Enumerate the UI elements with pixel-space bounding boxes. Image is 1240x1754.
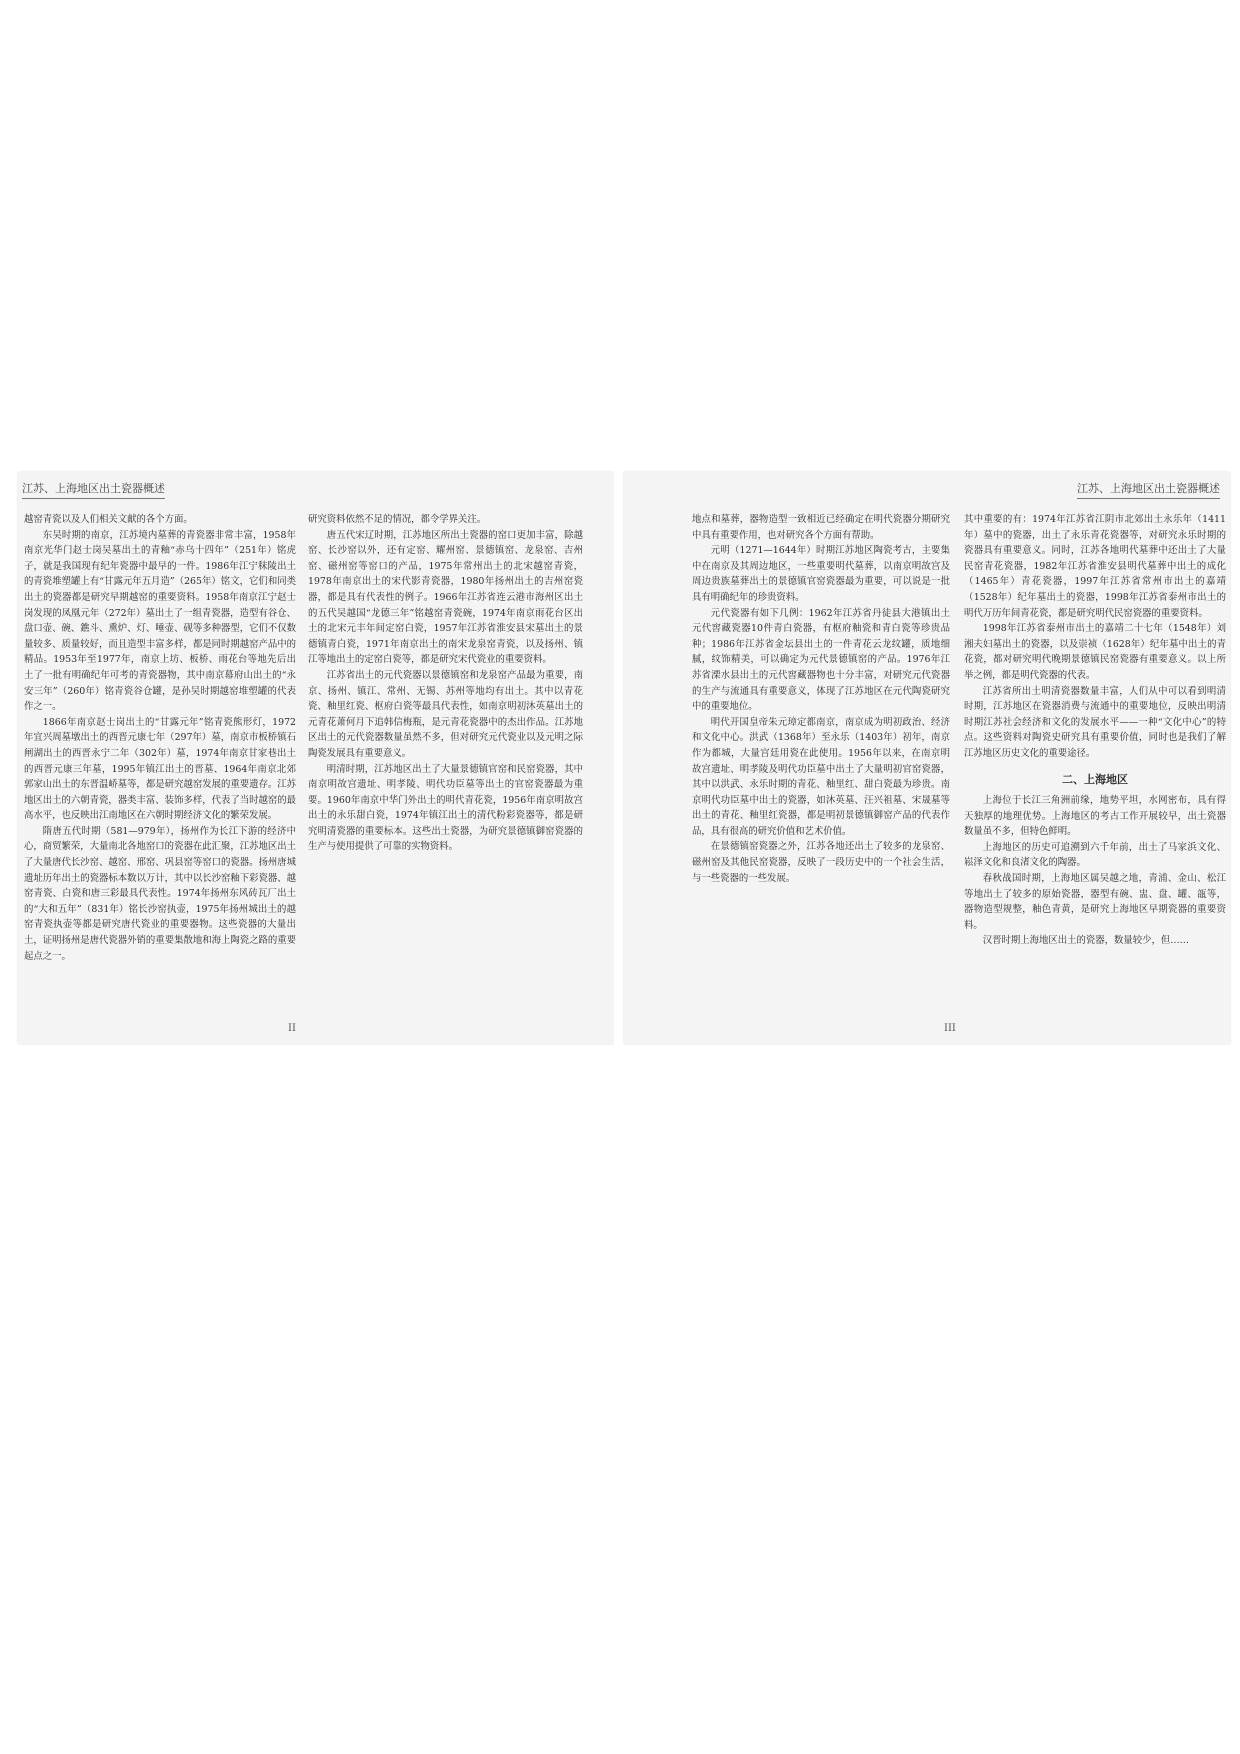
page-number-left: II: [288, 1023, 296, 1034]
right-page: [624, 472, 1230, 1044]
paragraph: 越窑青瓷以及人们相关文献的各个方面。: [24, 514, 193, 525]
left-page-column-1: [24, 512, 296, 1012]
paragraph: 唐五代宋辽时期，江苏地区所出土瓷器的窑口更加丰富，除越窑、长沙窑以外，还有定窑、耀州窑、景德镇窑、龙泉窑、吉州窑、磁州窑等窑口的产品，1975年常州出土的北宋越窑青瓷，1978年南京出土的宋代影青瓷器，1980年扬州出土的吉州窑瓷器，都是具有代表性的例子。1966年江苏省连云港市海州区出土的五代吴越国“龙德三年”铭越窑青瓷碗，1974年南京雨花台区出土的北宋元丰年间定窑白瓷，1957年江苏省淮安县宋墓出土的景德镇青白瓷，1971年南京出土的南宋龙泉窑青瓷，以及扬州、镇江等地出土的定窑白瓷等，都是研究宋代瓷业的重要资料。: [308, 529, 583, 666]
paragraph: 春秋战国时期，上海地区属吴越之地，青浦、金山、松江等地出土了较多的原始瓷器，器型有碗、盅、盘、罐、瓿等，器物造型规整，釉色青黄，是研究上海地区早期瓷器的重要资料。: [964, 873, 1226, 931]
book-gutter: [614, 472, 624, 1044]
right-page-column-1: [692, 512, 950, 1012]
paragraph: 东吴时期的南京，江苏境内墓葬的青瓷器非常丰富，1958年南京光华门赵士岗吴墓出土的青釉“赤乌十四年”（251年）铭虎子，就是我国现有纪年瓷器中最早的一件。1986年江宁秣陵出土的青瓷堆塑罐上有“甘露元年五月造”（265年）铭文，它们和同类出土的瓷器都是研究早期越窑的重要资料。1958年南京江宁赵士岗发现的凤凰元年（272年）墓出土了一组青瓷器，造型有谷仓、盘口壶、碗、鐎斗、熏炉、灯、唾壶、砚等多种器型，它们不仅数量较多、质量较好，而且造型丰富多样，都是同时期越窑产品中的精品。1953年至1977年，南京上坊、板桥、雨花台等地先后出土了一批有明确纪年可考的青瓷器物，其中南京幕府山出土的“永安三年”（260年）铭青瓷谷仓罐，是孙吴时期越窑堆塑罐的代表作之一。: [24, 529, 296, 713]
page-number-right: III: [944, 1023, 956, 1034]
paragraph: 明代开国皇帝朱元璋定都南京，南京成为明初政治、经济和文化中心。洪武（1368年）至永乐（1403年）初年，南京作为都城，大量宫廷用瓷在此使用。1956年以来，在南京明故宫遗址、明孝陵及明代功臣墓中出土了大量明初官窑瓷器，其中以洪武、永乐时期的青花、釉里红、甜白瓷最为珍贵。南京明代功臣墓中出土的瓷器，如沐英墓、汪兴祖墓、宋晟墓等出土的青花、釉里红瓷器，都是明初景德镇御窑产品的代表作品，具有很高的研究价值和艺术价值。: [692, 716, 950, 837]
section-heading: 二、上海地区: [1062, 772, 1128, 786]
left-page-column-2: [308, 512, 583, 1012]
paragraph: 上海地区的历史可追溯到六千年前，出土了马家浜文化、崧泽文化和良渚文化的陶器。: [964, 841, 1226, 869]
paragraph: 隋唐五代时期（581—979年），扬州作为长江下游的经济中心，商贸繁荣，大量南北各地窑口的瓷器在此汇聚，江苏地区出土了大量唐代长沙窑、越窑、邢窑、巩县窑等窑口的瓷器。扬州唐城遗址历年出土的瓷器标本数以万计，其中以长沙窑釉下彩瓷器、越窑青瓷、白瓷和唐三彩最具代表性。1974年扬州东风砖瓦厂出土的“大和五年”（831年）铭长沙窑执壶，1975年扬州城出土的越窑青瓷执壶等都是研究唐代瓷业的重要器物。这些瓷器的大量出土，证明扬州是唐代瓷器外销的重要集散地和海上陶瓷之路的重要起点之一。: [24, 825, 296, 962]
left-page: [18, 472, 614, 1044]
paragraph: 明清时期，江苏地区出土了大量景德镇官窑和民窑瓷器，其中南京明故宫遗址、明孝陵、明代功臣墓等出土的官窑瓷器最为重要。1960年南京中华门外出土的明代青花瓷，1956年南京明故宫出土的永乐甜白瓷，1974年镇江出土的清代粉彩瓷器等，都是研究明清瓷器的重要标本。这些出土瓷器，为研究景德镇御窑瓷器的生产与使用提供了可靠的实物资料。: [308, 763, 583, 853]
running-header-right: 江苏、上海地区出土瓷器概述: [1077, 480, 1220, 499]
paragraph: 元明（1271—1644年）时期江苏地区陶瓷考古，主要集中在南京及其周边地区，一些重要明代墓葬，以南京明故宫及周边贵族墓葬出土的景德镇官窑瓷器最为重要，可以说是一批具有明确纪年的珍贵资料。: [692, 545, 950, 603]
running-header-left: 江苏、上海地区出土瓷器概述: [22, 480, 165, 499]
paragraph: 元代瓷器有如下几例：1962年江苏省丹徒县大港镇出土元代窖藏瓷器10件青白瓷器，有枢府釉瓷和青白瓷等珍贵品种；1986年江苏省金坛县出土的一件青花云龙纹罐，质地细腻，纹饰精美，可以确定为元代景德镇窑的产品。1976年江苏省溧水县出土的元代窖藏器物也十分丰富，对研究元代瓷器的生产与流通具有重要意义，体现了江苏地区在元代陶瓷研究中的重要地位。: [692, 607, 950, 713]
book-spread: [18, 472, 1230, 1044]
paragraph: 地点和墓葬，器物造型一致相近已经确定在明代瓷器分期研究中具有重要作用，也对研究各个方面有帮助。: [692, 514, 950, 541]
paragraph: 其中重要的有：1974年江苏省江阴市北郊出土永乐年（1411年）墓中的瓷器，出土了永乐青花瓷器等，对研究永乐时期的瓷器具有重要意义。同时，江苏各地明代墓葬中还出土了大量民窑青花瓷器，1982年江苏省淮安县明代墓葬中出土的成化（1465年）青花瓷器，1997年江苏省常州市出土的嘉靖（1528年）纪年墓出土的瓷器，1998年江苏省泰州市出土的明代万历年间青花瓷，都是研究明代民窑瓷器的重要资料。: [964, 514, 1226, 619]
right-page-column-2: [964, 512, 1226, 1012]
paragraph: 研究资料依然不足的情况，都令学界关注。: [308, 514, 487, 525]
paragraph: 汉晋时期上海地区出土的瓷器，数量较少，但……: [982, 935, 1190, 947]
paragraph: 1998年江苏省泰州市出土的嘉靖二十七年（1548年）刘湘夫妇墓出土的瓷器，以及崇祯（1628年）纪年墓中出土的青花瓷，都对研究明代晚期景德镇民窑瓷器有重要意义。以上所举之例，都是明代瓷器的代表。: [964, 623, 1226, 681]
paragraph: 1866年南京赵士岗出土的“甘露元年”铭青瓷熊形灯，1972年宜兴周墓墩出土的西晋元康七年（297年）墓，南京市板桥镇石闸湖出土的西晋永宁二年（302年）墓，1974年南京甘家巷出土的西晋元康三年墓，1995年镇江出土的晋墓、1964年南京北郊郭家山出土的东晋温峤墓等，都是研究越窑发展的重要遗存。江苏地区出土的六朝青瓷，器类丰富、装饰多样，代表了当时越窑的最高水平，也反映出江南地区在六朝时期经济文化的繁荣发展。: [24, 716, 296, 822]
paragraph: 上海位于长江三角洲前缘，地势平坦，水网密布，具有得天独厚的地理优势。上海地区的考古工作开展较早，出土瓷器数量虽不多，但特色鲜明。: [964, 795, 1226, 838]
paragraph: 江苏省出土的元代瓷器以景德镇窑和龙泉窑产品最为重要，南京、扬州、镇江、常州、无锡、苏州等地均有出土。其中以青花瓷、釉里红瓷、枢府白瓷等最具代表性，如南京明初沐英墓出土的元青花萧何月下追韩信梅瓶，是元青花瓷器中的杰出作品。江苏地区出土的元代瓷器数量虽然不多，但对研究元代瓷业以及元明之际陶瓷发展具有重要意义。: [308, 669, 583, 759]
paragraph: 在景德镇窑瓷器之外，江苏各地还出土了较多的龙泉窑、磁州窑及其他民窑瓷器，反映了一段历史中的一个社会生活，与一些瓷器的一些发展。: [692, 841, 950, 884]
paragraph: 江苏省所出土明清瓷器数量丰富，人们从中可以看到明清时期，江苏地区在瓷器消费与流通中的重要地位，反映出明清时期江苏社会经济和文化的发展水平——一种“文化中心”的特点。这些资料对陶瓷史研究具有重要价值，同时也是我们了解江苏地区历史文化的重要途径。: [964, 685, 1226, 759]
